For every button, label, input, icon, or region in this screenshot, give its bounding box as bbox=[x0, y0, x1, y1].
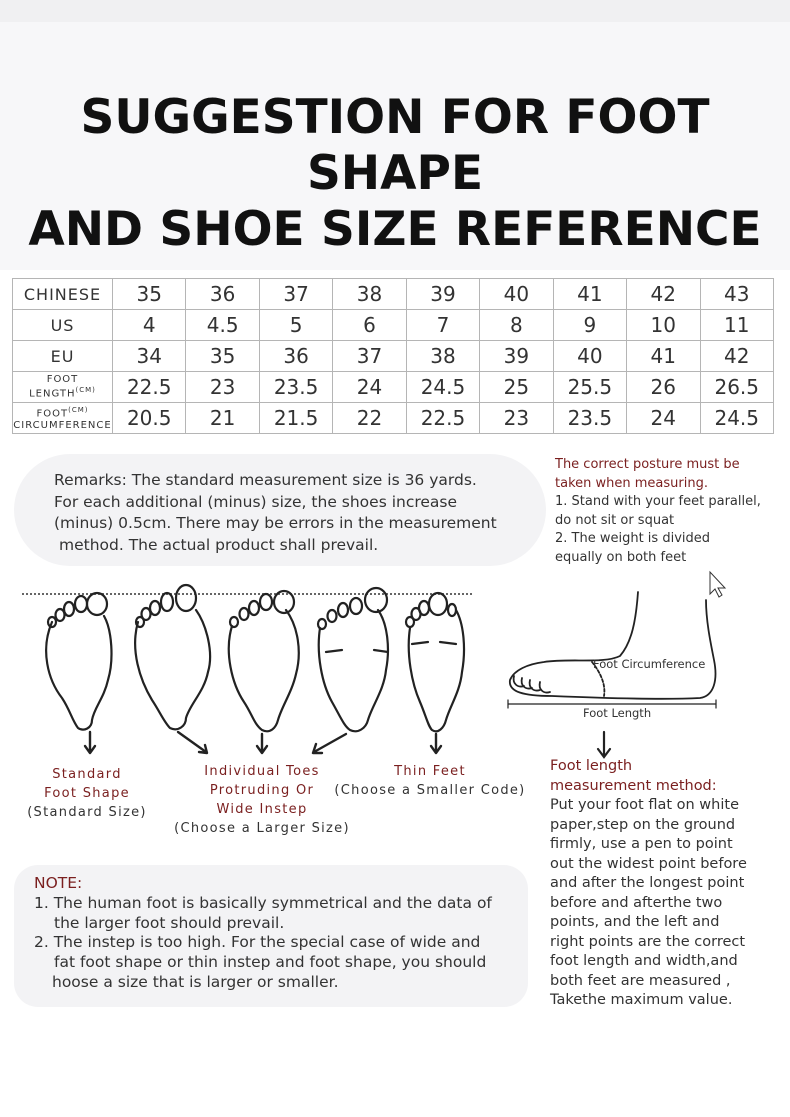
table-cell: 21.5 bbox=[259, 403, 332, 434]
top-strip bbox=[0, 0, 790, 22]
table-cell: 38 bbox=[406, 341, 479, 372]
label-line: Protruding Or bbox=[209, 783, 315, 798]
label-line: Thin Feet bbox=[394, 764, 466, 779]
method-line: Takethe maximum value. bbox=[550, 992, 733, 1008]
table-row bbox=[13, 403, 774, 434]
table-cell: 21 bbox=[186, 403, 259, 434]
method-line: paper,step on the ground bbox=[550, 816, 736, 833]
table-cell: 37 bbox=[333, 341, 406, 372]
note-text bbox=[34, 874, 524, 993]
standard-foot-icon bbox=[46, 593, 111, 730]
measurement-method bbox=[550, 757, 790, 1011]
remarks-line: method. The actual product shall prevail. bbox=[59, 535, 379, 554]
thin-foot-icon bbox=[406, 593, 464, 731]
note-line: hoose a size that is larger or smaller. bbox=[52, 972, 339, 991]
row-header-text: LENGTH bbox=[29, 388, 76, 400]
method-line: Put your foot flat on white bbox=[550, 797, 739, 813]
table-row bbox=[13, 372, 774, 403]
table-cell: 22 bbox=[333, 403, 406, 434]
table-cell: 23.5 bbox=[259, 372, 332, 403]
cursor-icon bbox=[710, 572, 725, 597]
label-line: (Standard Size) bbox=[27, 805, 147, 820]
method-title: Foot length bbox=[550, 758, 633, 774]
method-line: before and afterthe two bbox=[550, 894, 723, 911]
table-cell: 36 bbox=[186, 279, 259, 310]
table-cell: 23 bbox=[480, 403, 553, 434]
row-header: US bbox=[13, 310, 113, 341]
table-cell: 20.5 bbox=[113, 403, 186, 434]
row-header: EU bbox=[13, 341, 113, 372]
table-cell: 22.5 bbox=[406, 403, 479, 434]
table-cell: 37 bbox=[259, 279, 332, 310]
row-header-text: FOOT bbox=[36, 408, 69, 420]
table-cell: 22.5 bbox=[113, 372, 186, 403]
table-cell: 38 bbox=[333, 279, 406, 310]
table-cell: 26 bbox=[627, 372, 700, 403]
note-line: 1. The human foot is basically symmetrical and the data of bbox=[34, 893, 492, 912]
note-title: NOTE: bbox=[34, 874, 83, 892]
method-line: out the widest point before bbox=[550, 855, 747, 872]
foot-shapes-illustration bbox=[0, 580, 500, 760]
table-cell: 24 bbox=[333, 372, 406, 403]
table-cell: 9 bbox=[553, 310, 626, 341]
table-cell: 36 bbox=[259, 341, 332, 372]
table-cell: 26.5 bbox=[700, 372, 774, 403]
standard-foot-label bbox=[20, 765, 154, 822]
table-row bbox=[13, 341, 774, 372]
table-cell: 40 bbox=[480, 279, 553, 310]
posture-line: do not sit or squat bbox=[555, 512, 675, 528]
row-header bbox=[13, 403, 113, 434]
table-cell: 41 bbox=[627, 341, 700, 372]
method-line: and after the longest point bbox=[550, 875, 745, 891]
posture-title: taken when measuring. bbox=[555, 475, 708, 491]
row-header-top bbox=[13, 374, 112, 385]
remarks-line: For each additional (minus) size, the shoes increase bbox=[54, 492, 458, 511]
down-arrow-icon bbox=[598, 732, 610, 757]
table-cell: 25.5 bbox=[553, 372, 626, 403]
toes-protruding-foot-icon bbox=[135, 585, 210, 729]
table-cell: 4.5 bbox=[186, 310, 259, 341]
table-cell: 23 bbox=[186, 372, 259, 403]
table-cell: 41 bbox=[553, 279, 626, 310]
method-lines bbox=[550, 796, 790, 1011]
row-header-bottom bbox=[13, 420, 112, 431]
note-line: fat foot shape or thin instep and foot shape, you should bbox=[54, 953, 487, 972]
label-line: (Choose a Larger Size) bbox=[174, 821, 350, 836]
posture-instructions bbox=[555, 456, 787, 567]
thin-foot-label bbox=[330, 762, 530, 800]
table-cell: 23.5 bbox=[553, 403, 626, 434]
table-cell: 24.5 bbox=[700, 403, 774, 434]
table-cell: 35 bbox=[186, 341, 259, 372]
method-line: right points are the correct bbox=[550, 933, 746, 950]
row-header-bottom bbox=[13, 385, 112, 399]
method-line: foot length and width,and bbox=[550, 953, 738, 969]
remarks-line: Remarks: The standard measurement size is 36 yards. bbox=[54, 471, 477, 489]
table-cell: 39 bbox=[480, 341, 553, 372]
wide-foot-icon bbox=[318, 588, 388, 731]
label-line: Standard bbox=[52, 767, 122, 782]
circumference-label: Foot Circumference bbox=[593, 657, 706, 671]
label-line: Foot Shape bbox=[44, 786, 130, 801]
table-cell: 8 bbox=[480, 310, 553, 341]
method-line: firmly, use a pen to point bbox=[550, 836, 733, 852]
wide-instep-foot-icon bbox=[229, 591, 299, 731]
table-cell: 43 bbox=[700, 279, 774, 310]
arrow-icons bbox=[85, 732, 441, 753]
table-cell: 42 bbox=[627, 279, 700, 310]
table-cell: 42 bbox=[700, 341, 774, 372]
title-line-2: AND SHOE SIZE REFERENCE bbox=[28, 202, 762, 257]
table-row bbox=[13, 279, 774, 310]
method-title: measurement method: bbox=[550, 777, 717, 794]
note-line: 2. The instep is too high. For the special case of wide and bbox=[34, 933, 481, 952]
posture-line: equally on both feet bbox=[555, 549, 687, 565]
label-line: Wide Instep bbox=[216, 802, 308, 817]
table-cell: 7 bbox=[406, 310, 479, 341]
table-cell: 11 bbox=[700, 310, 774, 341]
row-header bbox=[13, 372, 113, 403]
label-line: (Choose a Smaller Code) bbox=[334, 783, 526, 798]
posture-line: 2. The weight is divided bbox=[555, 531, 710, 546]
table-cell: 34 bbox=[113, 341, 186, 372]
row-header-top bbox=[13, 405, 112, 419]
table-cell: 5 bbox=[259, 310, 332, 341]
table-cell: 6 bbox=[333, 310, 406, 341]
unit-label: (CM) bbox=[75, 386, 96, 395]
table-cell: 24 bbox=[627, 403, 700, 434]
table-cell: 40 bbox=[553, 341, 626, 372]
method-line: points, and the left and bbox=[550, 914, 720, 930]
row-header: CHINESE bbox=[13, 279, 113, 310]
table-row bbox=[13, 310, 774, 341]
page-title bbox=[0, 90, 790, 258]
table-cell: 10 bbox=[627, 310, 700, 341]
table-cell: 25 bbox=[480, 372, 553, 403]
table-cell: 39 bbox=[406, 279, 479, 310]
table-cell: 35 bbox=[113, 279, 186, 310]
label-line: Individual Toes bbox=[204, 764, 320, 779]
table-cell: 4 bbox=[113, 310, 186, 341]
table-cell: 24.5 bbox=[406, 372, 479, 403]
remarks-line: (minus) 0.5cm. There may be errors in the measurement bbox=[54, 514, 497, 532]
posture-title: The correct posture must be bbox=[555, 457, 740, 472]
row-header-text: FOOT bbox=[46, 374, 79, 386]
unit-label: (CM) bbox=[68, 406, 89, 415]
length-label: Foot Length bbox=[583, 706, 652, 720]
method-line: both feet are measured , bbox=[550, 972, 731, 989]
note-line: the larger foot should prevail. bbox=[54, 913, 285, 932]
row-header-text: CIRCUMFERENCE bbox=[13, 419, 112, 431]
size-table bbox=[12, 278, 774, 434]
title-line-1: SUGGESTION FOR FOOT SHAPE bbox=[80, 90, 710, 201]
remarks-text bbox=[54, 470, 524, 556]
posture-line: 1. Stand with your feet parallel, bbox=[555, 494, 761, 509]
